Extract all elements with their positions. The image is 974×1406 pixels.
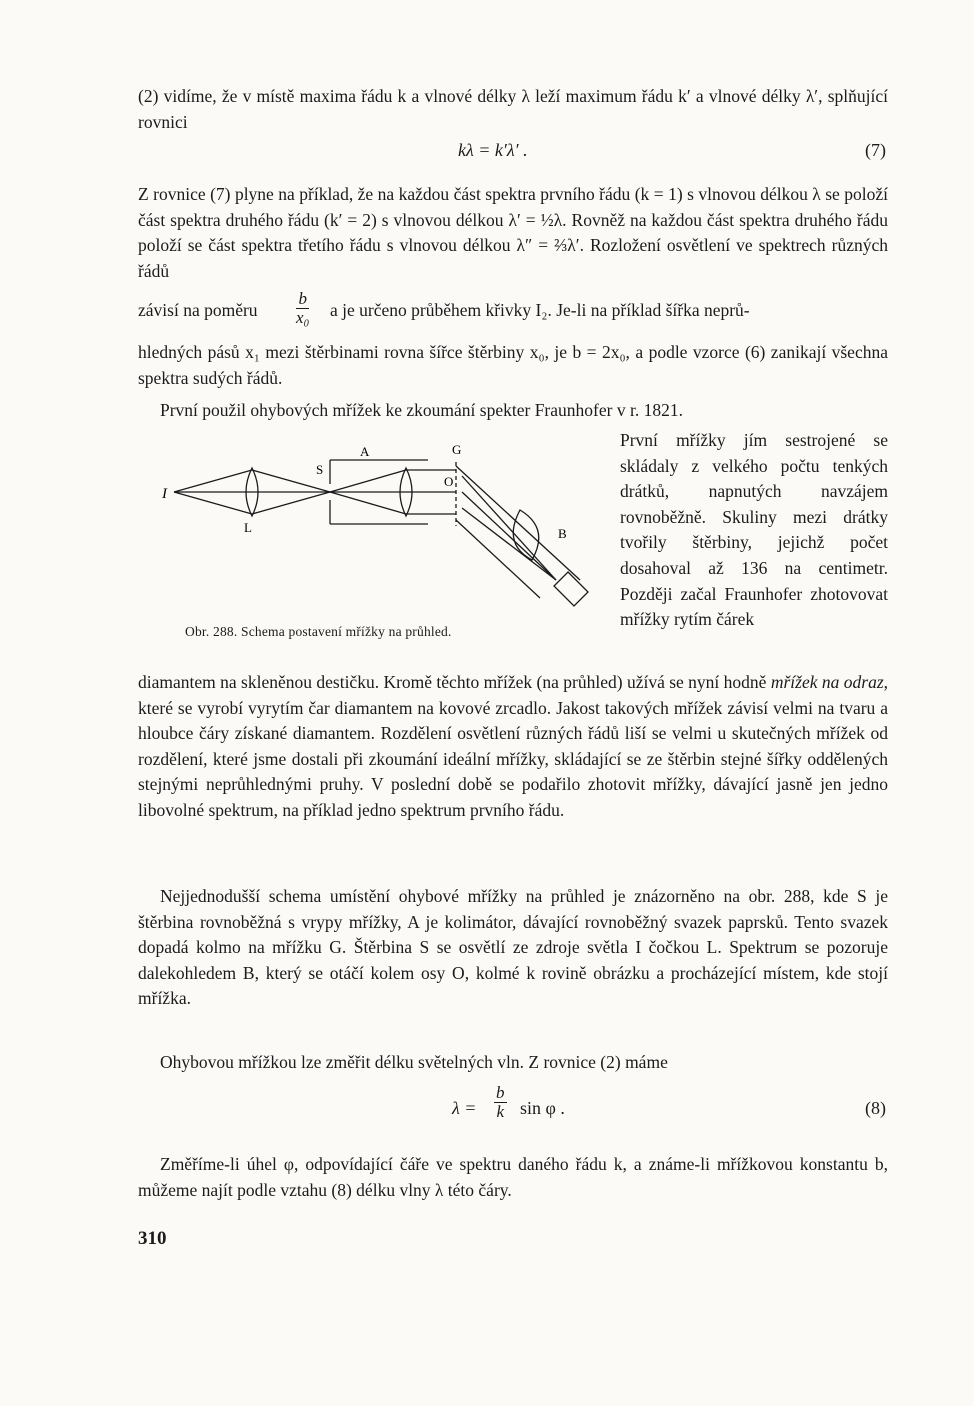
label-B: B — [558, 526, 567, 541]
paragraph-3-intro: První použil ohybových mřížek ke zkoumání spekter Fraunhofer v r. 1821. — [160, 400, 683, 420]
paragraph-3-text-b: , které se vyrobí vyrytím čar diamantem na kovové zrcadlo. Jakost takových mřížek závisí velmi na tvaru a hloubce čáry získané diamantem. Rozdělení osvětlení různých řádů liší se velmi u skutečných mřížek od rozdělení, které jsme dostali při zkoumání ideální mřížky, skládající se ze štěrbin stejné šířky oddělených stejnými neprůhlednými pruhy. V poslední době se podařilo zhotovit mřížky, dávající jasně jen jedno libovolné spektrum, na příklad jedno spektrum prvního řádu. — [138, 672, 889, 820]
paragraph-3-continued — [138, 670, 888, 824]
ratio-fraction — [296, 290, 309, 327]
equation-8-numerator: b — [496, 1083, 505, 1102]
label-I: I — [162, 486, 167, 502]
paragraph-2: Z rovnice (7) plyne na příklad, že na každou část spektra prvního řádu (k = 1) s vlnovou délkou λ se položí část spektra druhého řádu (k′ = 2) s vlnovou délkou λ′ = ½λ. Rovněž na každou část spektra druhého řádu položí se část spektra třetího řádu s vlnovou délkou λ″ = ⅔λ′. Rozložení osvětlení ve spektrech různých řádů — [138, 184, 888, 281]
figure-caption: Obr. 288. Schema postavení mřížky na průhled. — [185, 624, 452, 639]
label-A: A — [360, 444, 370, 459]
paragraph-4: Nejjednodušší schema umístění ohybové mřížky na průhled je znázorněno na obr. 288, kde S je štěrbina rovnoběžná s vrypy mřížky, A je kolimátor, dávající rovnoběžný svazek paprsků. Tento svazek dopadá kolmo na mřížku G. Štěrbina S se osvětlí ze zdroje světla I čočkou L. Spektrum se pozoruje dalekohledem B, který se otáčí kolem osy O, kolmé k rovině obrázku a procházející místem, kde stojí mřížka. — [138, 886, 888, 1009]
paragraph-2-text-a: závisí na poměru — [138, 300, 258, 320]
paragraph-2-text-b: a je určeno průběhem křivky I₂. Je-li na příklad šířka neprů- — [330, 300, 750, 320]
paragraph-5: Ohybovou mřížkou lze změřit délku světelných vln. Z rovnice (2) máme — [160, 1052, 668, 1072]
paragraph-1: (2) vidíme, že v místě maxima řádu k a vlnové délky λ leží maximum řádu k′ a vlnové délky λ′, splňující rovnici — [138, 86, 888, 132]
fraction-numerator: b — [296, 290, 309, 309]
paragraph-2-line-fraction — [138, 300, 258, 321]
paragraph-6: Změříme-li úhel φ, odpovídající čáře ve spektru daného řádu k, a známe-li mřížkovou konstantu b, můžeme najít podle vztahu (8) délku vlny λ této čáry. — [138, 1154, 888, 1200]
paragraph-3-text-a: diamantem na skleněnou destičku. Kromě těchto mřížek (na průhled) užívá se nyní hodně — [138, 672, 767, 692]
equation-8-rhs: sin φ . — [520, 1098, 565, 1118]
paragraph-3-side-column: První mřížky jím sestrojené se skládaly z velkého počtu tenkých drátků, napnutých navzájem rovnoběžně. Skuliny mezi drátky tvořily štěrbiny, jejichž počet dosahoval až 136 na centimetr. Později začal Fraunhofer zhotovovat mřížky rytím čárek — [620, 430, 888, 630]
equation-7: kλ = k′λ′ . — [458, 140, 528, 160]
equation-8-number: (8) — [865, 1098, 886, 1118]
paragraph-2-continued: hledných pásů x₁ mezi štěrbinami rovna šířce štěrbiny x₀, je b = 2x₀, a podle vzorce (6) zanikají všechna spektra sudých řádů. — [138, 342, 888, 388]
equation-8-fraction — [494, 1084, 507, 1121]
page-number: 310 — [138, 1228, 167, 1249]
label-G: G — [452, 442, 462, 457]
label-S: S — [316, 462, 324, 477]
equation-8-lhs: λ = — [452, 1098, 477, 1118]
grating-diagram — [160, 440, 600, 625]
grating-schema-svg — [160, 440, 600, 620]
label-O: O — [444, 474, 454, 489]
fraction-denominator: x₀ — [296, 308, 310, 327]
equation-8-denominator: k — [496, 1102, 505, 1121]
equation-7-number: (7) — [865, 140, 886, 160]
paragraph-3-italic-term: mřížek na odraz — [770, 672, 884, 692]
label-L: L — [244, 520, 252, 535]
